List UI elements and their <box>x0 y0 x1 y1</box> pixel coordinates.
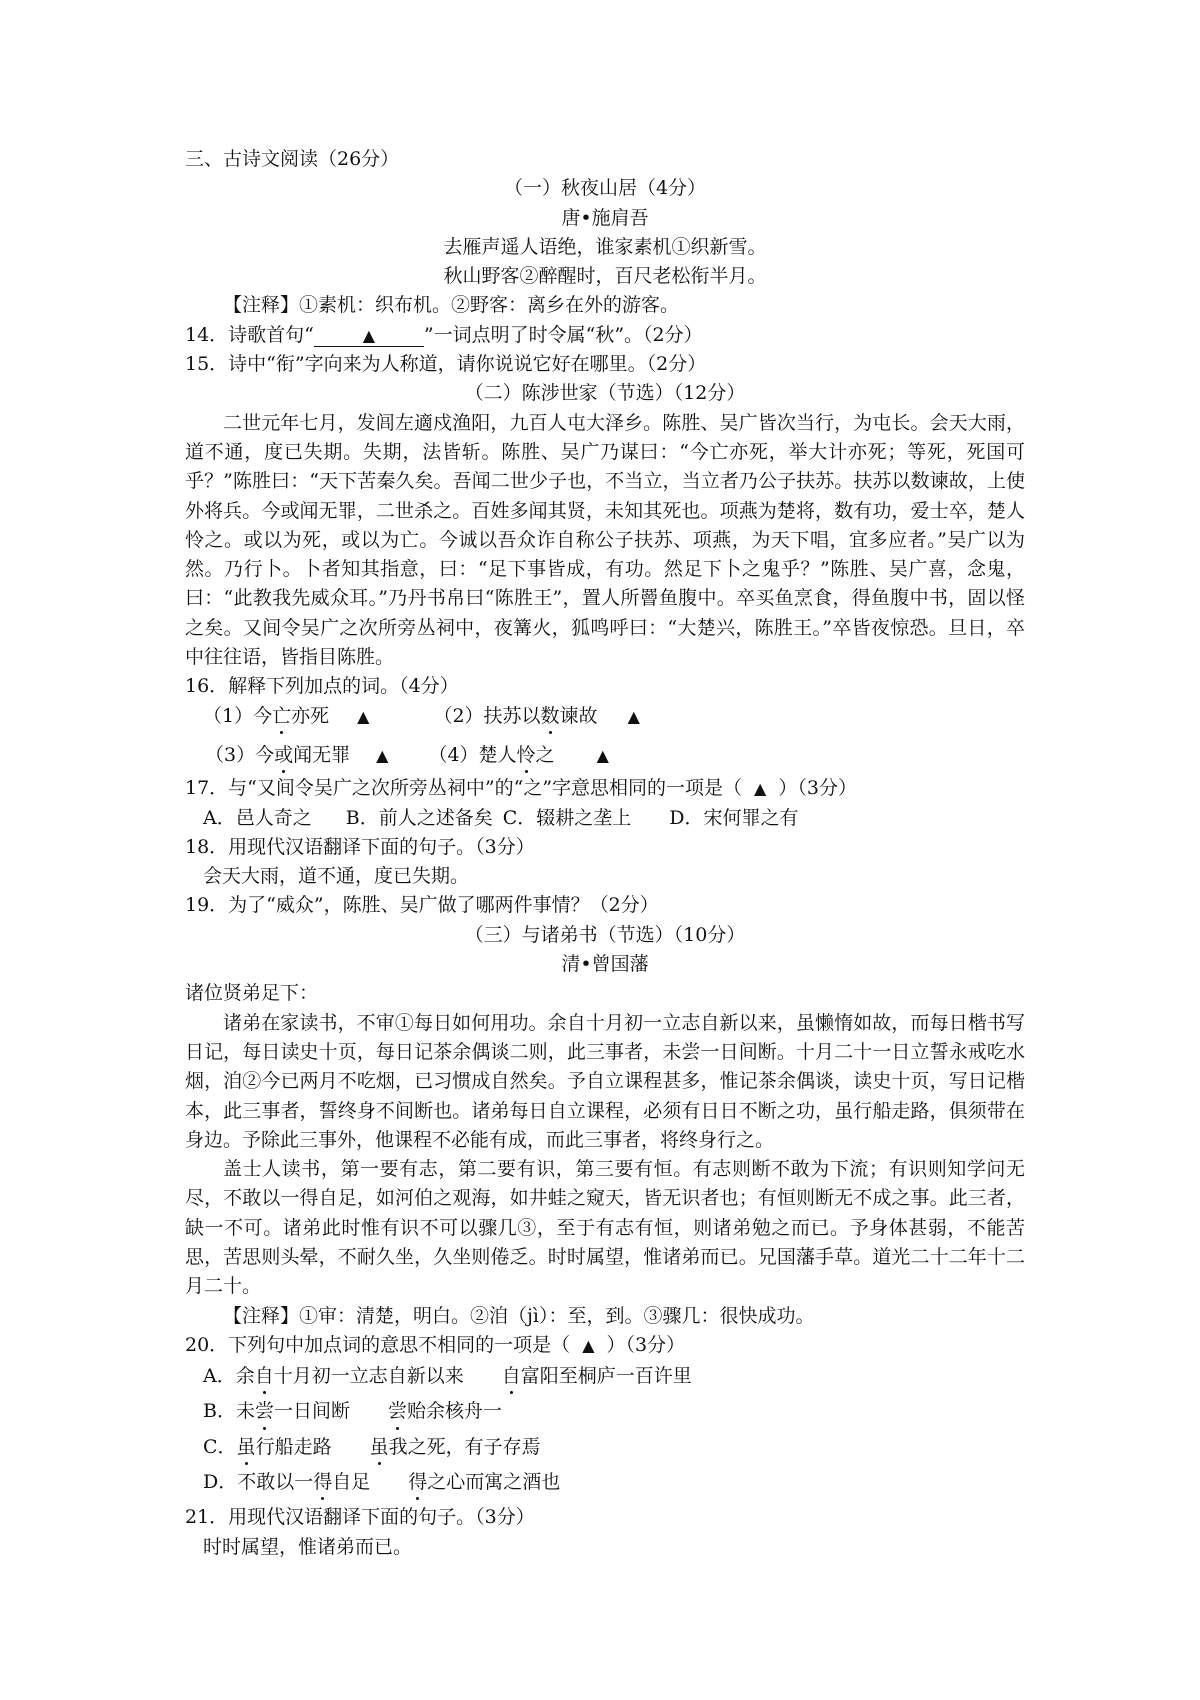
question-16: 16．解释下列加点的词。（4分） <box>185 675 459 698</box>
q16-row-1 <box>185 702 1025 731</box>
q20-option-d[interactable] <box>185 1468 1025 1497</box>
q17-stem-suffix: ）（3分） <box>778 777 857 800</box>
q20-a-label: A．余 <box>203 1365 255 1388</box>
q20-stem-prefix: 20．下列句中加点词的意思不相同的一项是（ <box>185 1333 571 1356</box>
q16-item-1-label: （1）今 <box>203 704 273 727</box>
q14-prefix: 14．诗歌首句“ <box>185 323 314 346</box>
poem-note: 【注释】①素机：织布机。②野客：离乡在外的游客。 <box>223 294 680 317</box>
q21-sentence: 时时属望，惟诸弟而已。 <box>203 1535 413 1558</box>
q16-item-1-rest: 亦死 <box>291 704 330 727</box>
q20-d-dotted-word: 得 <box>313 1468 332 1497</box>
question-20 <box>185 1331 1025 1360</box>
q16-item-4 <box>428 744 554 766</box>
q16-item-1 <box>203 705 329 727</box>
q20-d-label: D．不敢以一 <box>203 1471 314 1494</box>
q17-stem-prefix: 17．与“又间令吴广之次所旁丛祠中”的“之”字意思相同的一项是（ <box>185 777 743 800</box>
q17-triangle-icon: ▲ <box>754 779 767 799</box>
q16-item-2-dotted-word: 数 <box>541 702 560 731</box>
q16-item-2-rest: 谏故 <box>559 704 598 727</box>
q17-option-b[interactable]: B．前人之述备矣 <box>345 806 493 829</box>
q16-item-3-triangle-icon: ▲ <box>376 745 389 765</box>
poem-line-2: 秋山野客②醉醒时，百尺老松衔半月。 <box>443 265 767 288</box>
q17-option-d[interactable]: D．宋何罪之有 <box>669 806 799 829</box>
q16-item-1-dotted-word: 亡 <box>272 702 291 731</box>
q20-d-sentence-2: 之心而寓之酒也 <box>427 1471 561 1494</box>
question-15: 15．诗中“衔”字向来为人称道，请你说说它好在哪里。（2分） <box>185 353 707 376</box>
q20-option-a[interactable] <box>185 1362 1025 1391</box>
q20-c-sentence-2: 我之死，有子存焉 <box>388 1435 541 1458</box>
q20-b-label: B．未 <box>203 1400 255 1423</box>
q20-d-rest: 自足 <box>332 1471 371 1494</box>
q14-suffix: ”一词点明了时令属“秋”。（2分） <box>423 323 703 346</box>
question-19: 19．为了“威众”，陈胜、吴广做了哪两件事情？（2分） <box>185 894 659 917</box>
passage3-heading: （三）与诸弟书（节选）（10分） <box>464 923 746 946</box>
q20-a-rest: 十月初一立志自新以来 <box>273 1365 464 1388</box>
q16-item-4-label: （4）楚人 <box>428 743 517 766</box>
q20-a-sentence-2: 富阳至桐庐一百许里 <box>520 1365 692 1388</box>
section-title: 三、古诗文阅读（26分） <box>185 148 400 170</box>
poem-author: 唐•施肩吾 <box>561 206 649 229</box>
q16-item-3-rest: 闻无罪 <box>293 743 351 766</box>
q16-item-1-triangle-icon: ▲ <box>357 706 370 726</box>
q20-option-b[interactable] <box>185 1397 1025 1426</box>
q16-item-2 <box>433 705 597 727</box>
q16-item-2-label: （2）扶苏以 <box>433 704 541 727</box>
q20-c-dotted-word-2: 虽 <box>370 1433 389 1462</box>
question-17 <box>185 774 1025 803</box>
q16-item-3-label: （3）今 <box>205 743 275 766</box>
q20-c-rest: 行船走路 <box>255 1435 332 1458</box>
passage2-heading: （二）陈涉世家（节选）（12分） <box>464 382 746 405</box>
q16-item-3-dotted-word: 或 <box>274 741 293 770</box>
q20-option-c[interactable] <box>185 1433 1025 1462</box>
question-14 <box>185 321 1025 350</box>
q17-options <box>185 804 1025 833</box>
q16-item-4-dotted-word: 怜 <box>517 741 536 770</box>
passage3-note: 【注释】①审：清楚，明白。②洎（jì）：至，到。③骤几：很快成功。 <box>223 1304 815 1327</box>
q20-d-dotted-word-2: 得 <box>408 1468 427 1497</box>
q16-item-3 <box>205 744 350 766</box>
poem-heading: （一）秋夜山居（4分） <box>503 177 707 200</box>
q20-b-dotted-word: 尝 <box>255 1397 274 1426</box>
q20-b-sentence-2: 贻余核舟一 <box>407 1400 503 1423</box>
q16-item-4-triangle-icon: ▲ <box>596 745 609 765</box>
q14-answer-blank[interactable] <box>314 325 424 347</box>
passage3-author: 清•曾国藩 <box>561 953 649 976</box>
passage3-paragraph-1: 诸弟在家读书，不审①每日如何用功。余自十月初一立志自新以来，虽懒惰如故，而每日楷书写日记，每日读史十页，每日记茶余偶谈二则，此三事者，未尝一日间断。十月二十一日立誓永戒吃水烟，洎②今已两月不吃烟，已习惯成自然矣。予自立课程甚多，惟记茶余偶谈，读史十页，写日记楷本，此三事者，誓终身不间断也。诸弟每日自立课程，必须有日日不断之功，虽行船走路，俱须带在身边。予除此三事外，他课程不必能有成，而此三事者，将终身行之。 <box>185 1011 1025 1151</box>
q18-sentence: 会天大雨，道不通，度已失期。 <box>203 865 470 888</box>
q20-triangle-icon: ▲ <box>582 1335 595 1355</box>
q17-option-c[interactable]: C．辍耕之垄上 <box>502 806 632 829</box>
q17-option-a[interactable]: A．邑人奇之 <box>203 806 312 829</box>
question-21: 21．用现代汉语翻译下面的句子。（3分） <box>185 1506 535 1529</box>
q20-c-dotted-word: 虽 <box>237 1433 256 1462</box>
q20-c-label: C． <box>203 1435 237 1458</box>
q20-a-dotted-word: 自 <box>255 1362 274 1391</box>
passage2-text: 二世元年七月，发闾左適戍渔阳，九百人屯大泽乡。陈胜、吴广皆次当行，为屯长。会天大雨，道不通，度已失期。失期，法皆斩。陈胜、吴广乃谋曰：“今亡亦死，举大计亦死；等死，死国可乎？”陈胜曰：“天下苦秦久矣。吾闻二世少子也，不当立，当立者乃公子扶苏。扶苏以数谏故，上使外将兵。今或闻无罪，二世杀之。百姓多闻其贤，未知其死也。项燕为楚将，数有功，爱士卒，楚人怜之。或以为死，或以为亡。今诚以吾众诈自称公子扶苏、项燕，为天下唱，宜多应者。”吴广以为然。乃行卜。卜者知其指意，曰：“足下事皆成，有功。然足下卜之鬼乎？”陈胜、吴广喜，念鬼，曰：“此教我先威众耳。”乃丹书帛曰“陈胜王”，置人所罾鱼腹中。卒买鱼烹食，得鱼腹中书，固以怪之矣。又间令吴广之次所旁丛祠中，夜篝火，狐鸣呼曰：“大楚兴，陈胜王。”卒皆夜惊恐。旦日，卒中往往语，皆指目陈胜。 <box>185 411 1025 669</box>
passage3-greeting: 诸位贤弟足下： <box>185 982 319 1005</box>
passage3-paragraph-2: 盖士人读书，第一要有志，第二要有识，第三要有恒。有志则断不敢为下流；有识则知学问无尽，不敢以一得自足，如河伯之观海，如井蛙之窥天，皆无识者也；有恒则断无不成之事。此三者，缺一不可。诸弟此时惟有识不可以骤几③，至于有志有恒，则诸弟勉之而已。予身体甚弱，不能苦思，苦思则头晕，不耐久坐，久坐则倦乏。时时属望，惟诸弟而已。兄国藩手草。道光二十二年十二月二十。 <box>185 1158 1025 1298</box>
q16-item-4-rest: 之 <box>535 743 555 766</box>
q16-item-2-triangle-icon: ▲ <box>627 706 640 726</box>
exam-page <box>185 145 1025 1562</box>
q16-row-2 <box>185 741 1025 770</box>
q20-b-rest: 一日间断 <box>273 1400 350 1423</box>
q20-stem-suffix: ）（3分） <box>606 1333 686 1356</box>
poem-line-1: 去雁声遥人语绝，谁家素机①织新雪。 <box>443 235 767 258</box>
q20-b-dotted-word-2: 尝 <box>388 1397 407 1426</box>
question-18: 18．用现代汉语翻译下面的句子。（3分） <box>185 835 535 858</box>
q14-triangle-icon: ▲ <box>362 325 376 345</box>
q20-a-dotted-word-2: 自 <box>502 1362 521 1391</box>
